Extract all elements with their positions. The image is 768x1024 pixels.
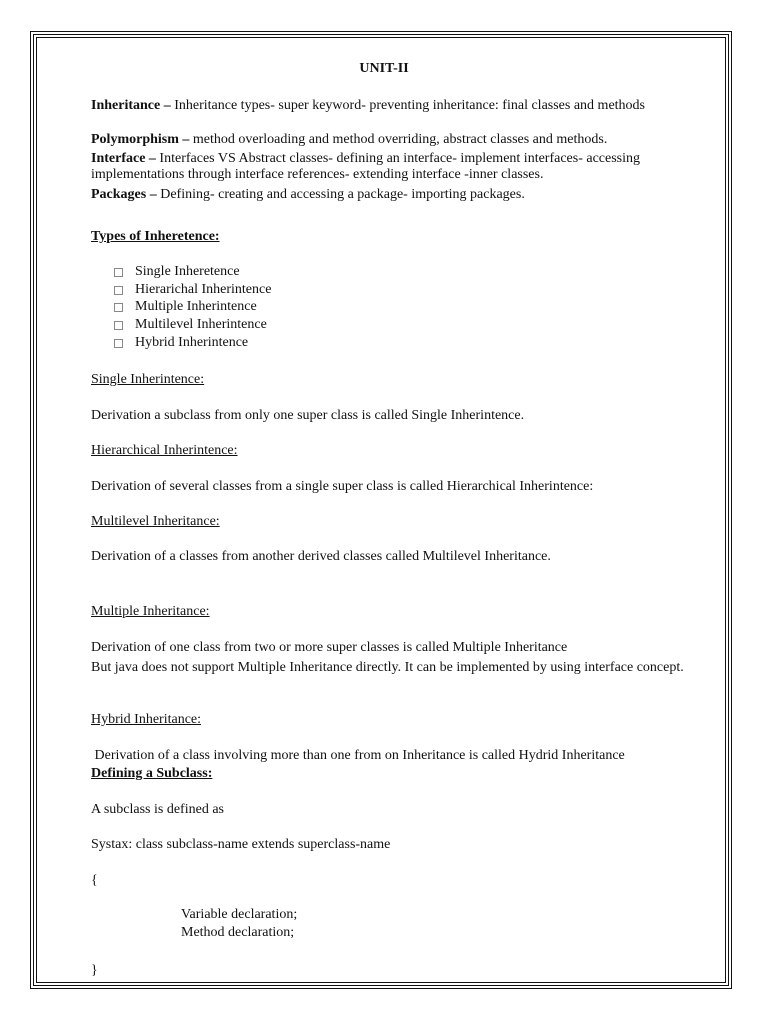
syllabus-packages: [91, 187, 691, 203]
single-text: Derivation a subclass from only one super class is called Single Inherintence.: [91, 408, 525, 423]
hierarchical-heading: Hierarchical Inherintence:: [91, 443, 238, 458]
code-line-variable: Variable declaration;: [181, 907, 298, 922]
single-heading: Single Inherintence:: [91, 372, 205, 387]
list-item: [114, 264, 240, 280]
checkbox-icon: [114, 339, 123, 348]
hybrid-heading: Hybrid Inheritance:: [91, 712, 202, 727]
list-item-label: Hybrid Inherintence: [135, 335, 249, 350]
multiple-text-2: But java does not support Multiple Inheritance directly. It can be implemented by using interface concept.: [91, 660, 684, 675]
syllabus-interface: [91, 151, 691, 183]
types-heading: Types of Inheretence:: [91, 229, 220, 244]
open-brace: {: [91, 873, 98, 888]
list-item: [114, 317, 267, 333]
multiple-heading: Multiple Inheritance:: [91, 604, 210, 619]
checkbox-icon: [114, 286, 123, 295]
list-item: [114, 335, 248, 351]
multilevel-text: Derivation of a classes from another derived classes called Multilevel Inheritance.: [91, 549, 551, 564]
syllabus-text: Inheritance types- super keyword- preventing inheritance: final classes and methods: [170, 98, 645, 113]
close-brace: }: [91, 963, 98, 978]
hybrid-text: Derivation of a class involving more than one from on Inheritance is called Hydrid Inheritance: [91, 748, 625, 763]
list-item-label: Hierarichal Inherintence: [135, 282, 272, 297]
list-item-label: Multiple Inherintence: [135, 299, 257, 314]
checkbox-icon: [114, 268, 123, 277]
hierarchical-text: Derivation of several classes from a single super class is called Hierarchical Inherintence:: [91, 479, 594, 494]
list-item: [114, 299, 257, 315]
subclass-intro: A subclass is defined as: [91, 802, 224, 817]
syllabus-text: Interfaces VS Abstract classes- defining an interface- implement interfaces- accessing implementations through interface references- extending interface -inner classes.: [91, 151, 641, 182]
syllabus-text: method overloading and method overriding, abstract classes and methods.: [189, 132, 608, 147]
list-item: [114, 282, 271, 298]
page-title: UNIT-II: [359, 61, 409, 76]
syllabus-inheritance: [91, 98, 691, 114]
multiple-text-1: Derivation of one class from two or more super classes is called Multiple Inheritance: [91, 640, 568, 655]
syllabus-term: Polymorphism –: [91, 132, 190, 147]
subclass-syntax: Systax: class subclass-name extends superclass-name: [91, 837, 391, 852]
syllabus-polymorphism: [91, 132, 691, 148]
syllabus-term: Packages –: [91, 187, 157, 202]
checkbox-icon: [114, 303, 123, 312]
syllabus-term: Interface –: [91, 151, 156, 166]
checkbox-icon: [114, 321, 123, 330]
list-item-label: Multilevel Inherintence: [135, 317, 267, 332]
code-line-method: Method declaration;: [181, 925, 295, 940]
syllabus-term: Inheritance –: [91, 98, 171, 113]
subclass-heading: Defining a Subclass:: [91, 766, 213, 781]
syllabus-text: Defining- creating and accessing a package- importing packages.: [156, 187, 525, 202]
list-item-label: Single Inheretence: [135, 264, 240, 279]
multilevel-heading: Multilevel Inheritance:: [91, 514, 220, 529]
